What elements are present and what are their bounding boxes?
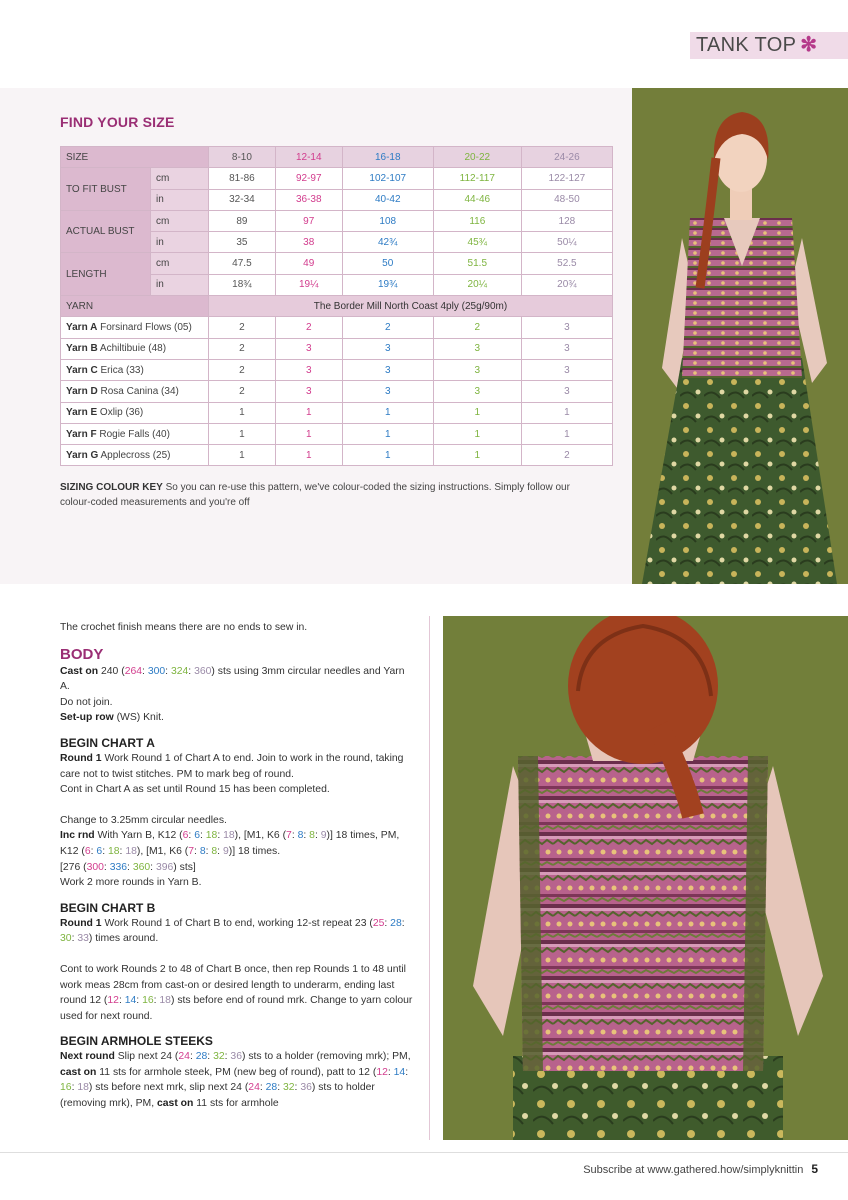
value-cell: 3	[275, 338, 342, 359]
value-cell: 3	[521, 338, 612, 359]
footer-divider	[0, 1152, 848, 1153]
value-cell: 1	[433, 402, 521, 423]
value-cell: 50¼	[521, 232, 612, 253]
value-cell: 2	[209, 338, 276, 359]
size-col-3: 20-22	[433, 147, 521, 168]
value-cell: 3	[342, 338, 433, 359]
value-cell: 112-117	[433, 168, 521, 189]
value-cell: 1	[342, 402, 433, 423]
yarn-row	[61, 381, 613, 402]
yarn-row	[61, 317, 613, 338]
value-cell: 1	[275, 423, 342, 444]
sizing-key-text: So you can re-use this pattern, we've colour-coded the sizing instructions. Simply follow our colour-coded measurements and you're off	[60, 482, 570, 508]
value-cell: 92-97	[275, 168, 342, 189]
value-cell: 52.5	[521, 253, 612, 274]
value-cell: 1	[433, 423, 521, 444]
measurement-label: TO FIT BUST	[61, 168, 151, 211]
size-col-1: 12-14	[275, 147, 342, 168]
total-sts-text: [276 (300: 336: 360: 396) sts]	[60, 861, 196, 873]
column-divider	[429, 616, 430, 1140]
value-cell: 32-34	[209, 189, 276, 210]
pattern-instructions	[60, 620, 416, 1112]
table-row	[61, 168, 613, 189]
value-cell: 49	[275, 253, 342, 274]
size-table	[60, 146, 613, 466]
chart-a-round-paragraph: Round 1 Work Round 1 of Chart A to end. Join to work in the round, taking care not to twist stitches. PM to mark beg of round.	[60, 752, 404, 780]
value-cell: 108	[342, 210, 433, 231]
value-cell: 2	[433, 317, 521, 338]
measurement-label: LENGTH	[61, 253, 151, 296]
chart-b-heading: BEGIN CHART B	[60, 900, 156, 915]
size-col-4: 24-26	[521, 147, 612, 168]
value-cell: 1	[433, 445, 521, 466]
yarn-name-cell: Yarn C Erica (33)	[61, 359, 209, 380]
value-cell: 19¼	[275, 274, 342, 295]
value-cell: 2	[521, 445, 612, 466]
value-cell: 1	[342, 445, 433, 466]
value-cell: 20¾	[521, 274, 612, 295]
value-cell: 102-107	[342, 168, 433, 189]
size-header-row	[61, 147, 613, 168]
yarn-row	[61, 423, 613, 444]
value-cell: 18¾	[209, 274, 276, 295]
value-cell: 3	[275, 381, 342, 402]
yarn-row	[61, 445, 613, 466]
yarn-name-cell: Yarn G Applecross (25)	[61, 445, 209, 466]
value-cell: 1	[209, 445, 276, 466]
value-cell: 2	[209, 381, 276, 402]
table-row	[61, 210, 613, 231]
value-cell: 3	[433, 338, 521, 359]
value-cell: 42¾	[342, 232, 433, 253]
yarn-row	[61, 338, 613, 359]
model-back-photo	[443, 616, 848, 1140]
yarn-row	[61, 359, 613, 380]
value-cell: 3	[342, 381, 433, 402]
yarn-label: YARN	[61, 296, 209, 317]
unit-cell: cm	[151, 253, 209, 274]
unit-cell: in	[151, 232, 209, 253]
value-cell: 40-42	[342, 189, 433, 210]
subscribe-text: Subscribe at www.gathered.how/simplyknittin	[583, 1164, 804, 1176]
yarn-name-cell: Yarn E Oxlip (36)	[61, 402, 209, 423]
size-col-2: 16-18	[342, 147, 433, 168]
chart-a-cont-text: Cont in Chart A as set until Round 15 has been completed.	[60, 784, 330, 796]
value-cell: 2	[342, 317, 433, 338]
value-cell: 36-38	[275, 189, 342, 210]
value-cell: 3	[433, 359, 521, 380]
size-table-title: FIND YOUR SIZE	[60, 114, 175, 130]
value-cell: 1	[275, 445, 342, 466]
inc-round-paragraph: Inc rnd With Yarn B, K12 (6: 6: 18: 18), [M1, K6 (7: 8: 8: 9)] 18 times, PM, K12 (6: 6: 18: 18), [M1, K6 (7: 8: 8: 9)] 18 times.	[60, 830, 400, 857]
value-cell: 128	[521, 210, 612, 231]
value-cell: 81-86	[209, 168, 276, 189]
value-cell: 122-127	[521, 168, 612, 189]
value-cell: 3	[342, 359, 433, 380]
yarn-name-cell: Yarn D Rosa Canina (34)	[61, 381, 209, 402]
unit-cell: cm	[151, 168, 209, 189]
chart-a-heading: BEGIN CHART A	[60, 735, 155, 750]
chart-b-cont-paragraph: Cont to work Rounds 2 to 48 of Chart B once, then rep Rounds 1 to 48 until work meas 28cm from cast-on or desired length to underarm, ending last round 12 (12: 14: 16: 18) sts before end of round mrk. Change to yarn colour used for next round.	[60, 963, 413, 1022]
value-cell: 2	[209, 359, 276, 380]
flower-star-icon: ✻	[800, 34, 818, 56]
value-cell: 50	[342, 253, 433, 274]
value-cell: 2	[275, 317, 342, 338]
value-cell: 1	[209, 423, 276, 444]
value-cell: 3	[521, 381, 612, 402]
value-cell: 2	[209, 317, 276, 338]
next-round-paragraph: Next round Slip next 24 (24: 28: 32: 36) sts to a holder (removing mrk); PM, cast on 11 sts for armhole steek, PM (new beg of round), patt to 12 (12: 14: 16: 18) sts before next mrk, slip next 24 (24: 28: 32: 36) sts to holder (removing mrk), PM, cast on 11 sts for armhole	[60, 1051, 411, 1110]
yarn-brand: The Border Mill North Coast 4ply (25g/90m)	[209, 296, 613, 317]
unit-cell: in	[151, 274, 209, 295]
value-cell: 3	[521, 317, 612, 338]
yarn-name-cell: Yarn A Forsinard Flows (05)	[61, 317, 209, 338]
value-cell: 1	[342, 423, 433, 444]
value-cell: 3	[521, 359, 612, 380]
unit-cell: in	[151, 189, 209, 210]
value-cell: 38	[275, 232, 342, 253]
cast-on-paragraph: Cast on 240 (264: 300: 324: 360) sts using 3mm circular needles and Yarn A.	[60, 665, 405, 693]
value-cell: 3	[275, 359, 342, 380]
value-cell: 48-50	[521, 189, 612, 210]
value-cell: 44-46	[433, 189, 521, 210]
model-front-photo	[632, 88, 848, 584]
value-cell: 35	[209, 232, 276, 253]
chart-b-round-paragraph: Round 1 Work Round 1 of Chart B to end, working 12-st repeat 23 (25: 28: 30: 33) times around.	[60, 917, 405, 945]
value-cell: 1	[521, 423, 612, 444]
value-cell: 1	[521, 402, 612, 423]
yarn-name-cell: Yarn F Rogie Falls (40)	[61, 423, 209, 444]
page-number: 5	[811, 1162, 818, 1176]
size-col-0: 8-10	[209, 147, 276, 168]
section-tab-label: TANK TOP	[696, 34, 797, 56]
yarn-header-row	[61, 296, 613, 317]
sizing-key-label: SIZING COLOUR KEY	[60, 482, 163, 493]
table-row	[61, 253, 613, 274]
unit-cell: cm	[151, 210, 209, 231]
value-cell: 51.5	[433, 253, 521, 274]
value-cell: 97	[275, 210, 342, 231]
do-not-join-text: Do not join.	[60, 696, 113, 708]
yarn-row	[61, 402, 613, 423]
value-cell: 20¼	[433, 274, 521, 295]
value-cell: 3	[433, 381, 521, 402]
measurement-label: ACTUAL BUST	[61, 210, 151, 253]
value-cell: 45¾	[433, 232, 521, 253]
section-tab	[690, 32, 848, 59]
setup-row-paragraph: Set-up row (WS) Knit.	[60, 712, 164, 724]
page-footer	[583, 1162, 818, 1176]
value-cell: 1	[275, 402, 342, 423]
value-cell: 116	[433, 210, 521, 231]
size-label: SIZE	[61, 147, 209, 168]
value-cell: 47.5	[209, 253, 276, 274]
armhole-heading: BEGIN ARMHOLE STEEKS	[60, 1034, 213, 1049]
value-cell: 89	[209, 210, 276, 231]
change-needles-text: Change to 3.25mm circular needles.	[60, 814, 227, 826]
body-heading: BODY	[60, 645, 104, 663]
value-cell: 19¾	[342, 274, 433, 295]
value-cell: 1	[209, 402, 276, 423]
intro-text: The crochet finish means there are no ends to sew in.	[60, 622, 308, 633]
sizing-colour-key	[60, 480, 600, 510]
work-more-text: Work 2 more rounds in Yarn B.	[60, 877, 202, 889]
yarn-name-cell: Yarn B Achiltibuie (48)	[61, 338, 209, 359]
